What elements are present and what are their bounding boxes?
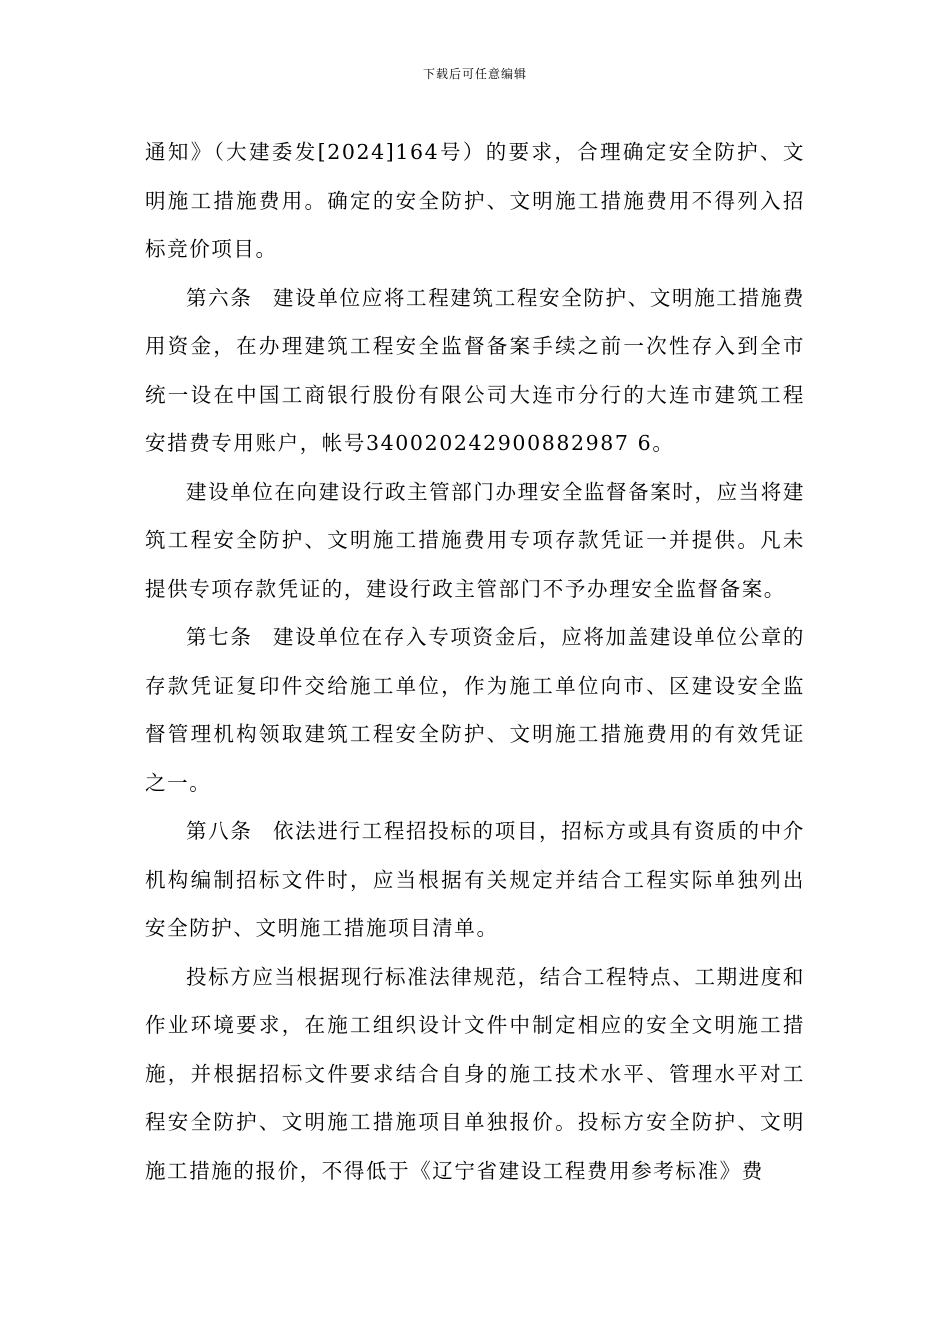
- article-number: 第六条: [186, 285, 253, 310]
- paragraph-text: 依法进行工程招投标的项目，招标方或具有资质的中介机构编制招标文件时，应当根据有关规定并结合工程实际单独列出安全防护、文明施工措施项目清单。: [145, 819, 805, 940]
- paragraph-text: 通知》（大建委发[2024]164号）的要求，合理确定安全防护、文明施工措施费用。确定的安全防护、文明施工措施费用不得列入招标竞价项目。: [145, 140, 805, 261]
- paragraph-text: 建设单位在存入专项资金后，应将加盖建设单位公章的存款凭证复印件交给施工单位，作为施工单位向市、区建设安全监督管理机构领取建筑工程安全防护、文明施工措施费用的有效凭证之一。: [145, 625, 805, 795]
- document-body: [145, 128, 805, 1195]
- article-6: [145, 274, 805, 468]
- paragraph-text: 投标方应当根据现行标准法律规范，结合工程特点、工期进度和作业环境要求，在施工组织设计文件中制定相应的安全文明施工措施，并根据招标文件要求结合自身的施工技术水平、管理水平对工程安全防护、文明施工措施项目单独报价。投标方安全防护、文明施工措施的报价，不得低于《辽宁省建设工程费用参考标准》费: [145, 964, 805, 1183]
- article-8: [145, 807, 805, 953]
- paragraph-continuation: [145, 128, 805, 274]
- article-number: 第七条: [186, 625, 253, 649]
- paragraph-deposit-certificate: [145, 468, 805, 614]
- page-header: 下载后可任意编辑: [422, 67, 527, 81]
- paragraph-bidder-quote: [145, 953, 805, 1196]
- article-7: [145, 613, 805, 807]
- paragraph-text: 建设单位在向建设行政主管部门办理安全监督备案时，应当将建筑工程安全防护、文明施工措施费用专项存款凭证一并提供。凡未提供专项存款凭证的，建设行政主管部门不予办理安全监督备案。: [145, 479, 805, 601]
- paragraph-text: 建设单位应将工程建筑工程安全防护、文明施工措施费用资金，在办理建筑工程安全监督备案手续之前一次性存入到全市统一设在中国工商银行股份有限公司大连市分行的大连市建筑工程安措费专用账户，帐号340020242900882987 6。: [145, 285, 805, 455]
- article-number: 第八条: [186, 819, 253, 843]
